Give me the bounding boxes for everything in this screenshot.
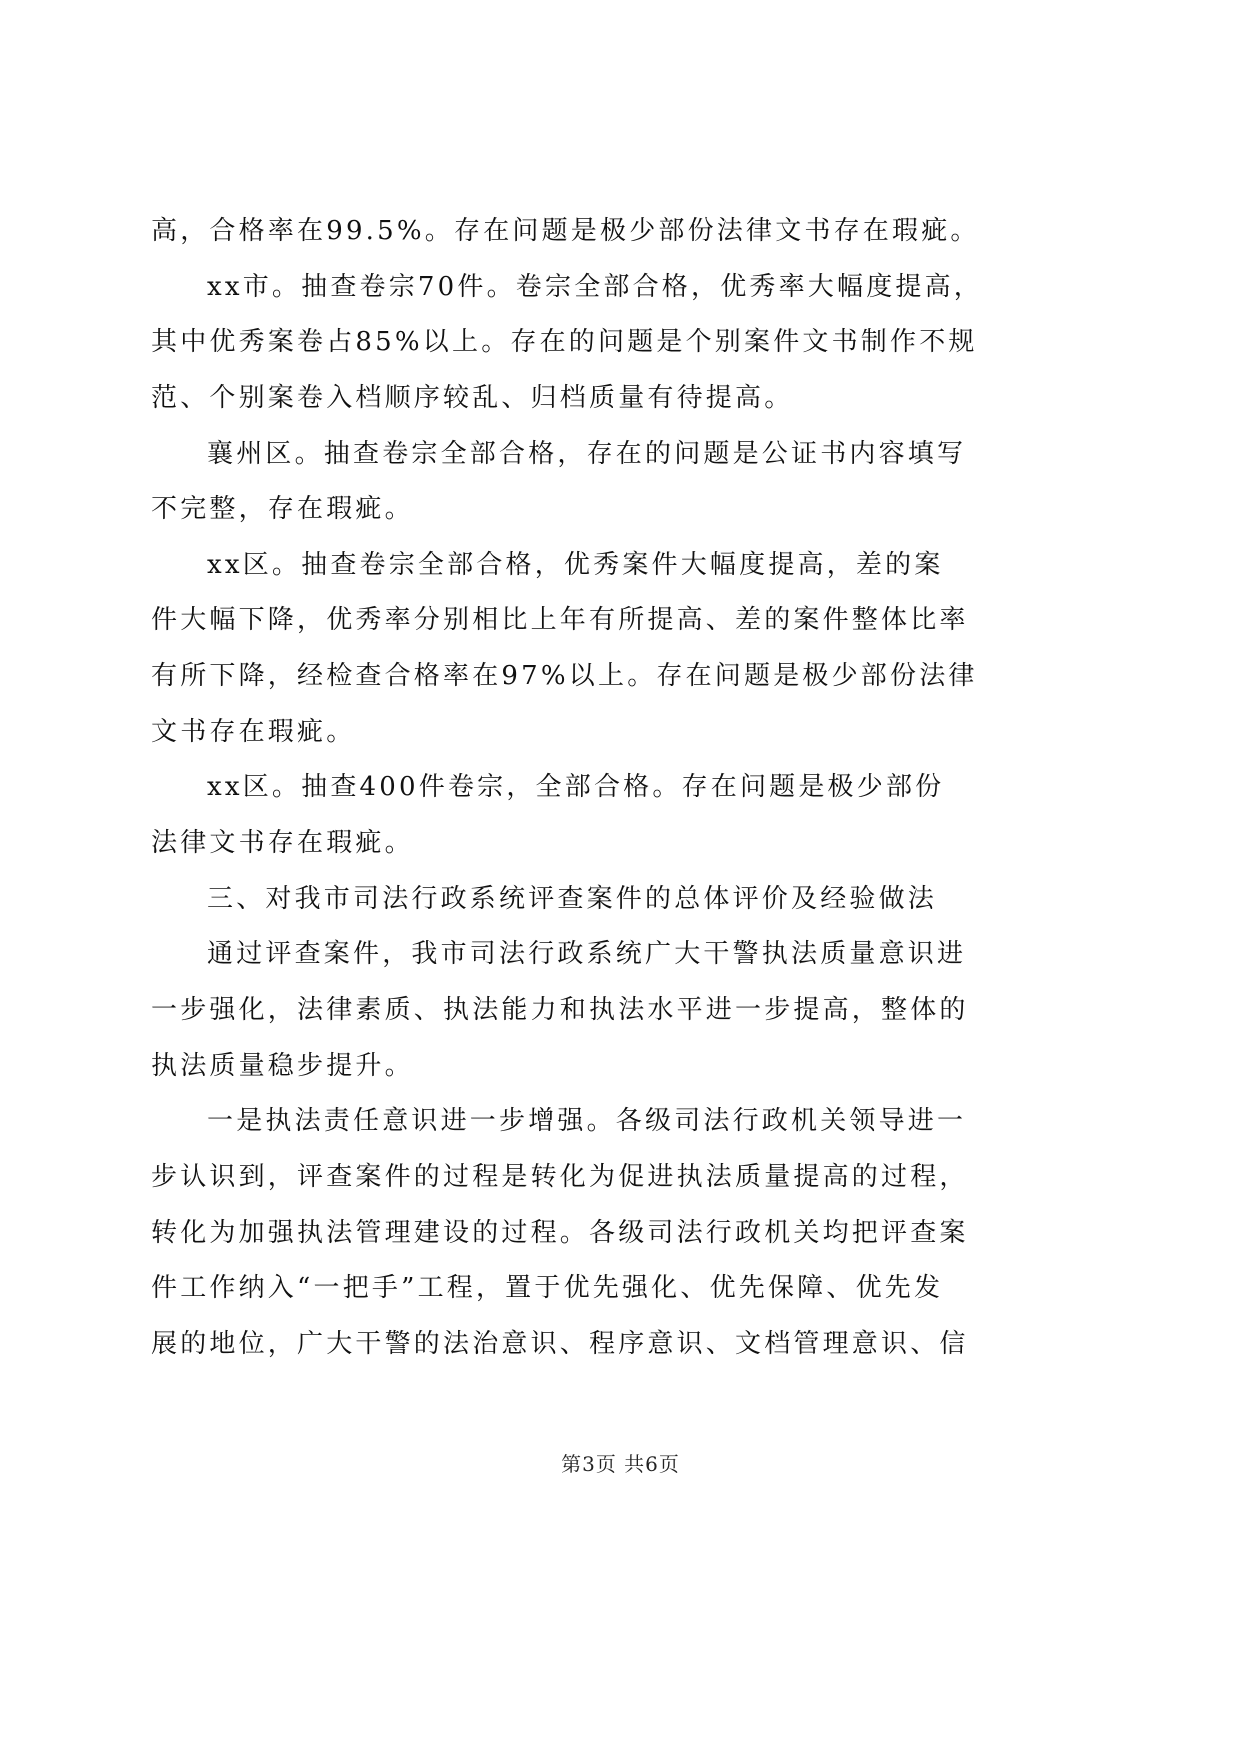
- text-line: 通过评查案件，我市司法行政系统广大干警执法质量意识进: [207, 939, 967, 970]
- text-line: 不完整，存在瑕疵。: [151, 494, 414, 525]
- text-line: 高，合格率在99.5%。存在问题是极少部份法律文书存在瑕疵。: [151, 216, 980, 246]
- text-line: 法律文书存在瑕疵。: [151, 828, 414, 859]
- document-body: [151, 204, 1031, 1372]
- text-line: 三、对我市司法行政系统评查案件的总体评价及经验做法: [207, 883, 938, 914]
- text-line: 范、个别案卷入档顺序较乱、归档质量有待提高。: [151, 382, 794, 413]
- text-line: 转化为加强执法管理建设的过程。各级司法行政机关均把评查案: [151, 1217, 969, 1248]
- text-line: 一步强化，法律素质、执法能力和执法水平进一步提高，整体的: [151, 994, 969, 1025]
- text-line: 件工作纳入“一把手”工程，置于优先强化、优先保障、优先发: [151, 1273, 944, 1304]
- text-line: 步认识到，评查案件的过程是转化为促进执法质量提高的过程，: [151, 1161, 969, 1192]
- text-line: 襄州区。抽查卷宗全部合格，存在的问题是公证书内容填写: [207, 438, 967, 469]
- page-footer: 第3页 共6页: [561, 1452, 680, 1476]
- text-line: 有所下降，经检查合格率在97%以上。存在问题是极少部份法律: [151, 661, 978, 692]
- text-line: 执法质量稳步提升。: [151, 1050, 414, 1081]
- text-line: 文书存在瑕疵。: [151, 716, 356, 747]
- text-line: 一是执法责任意识进一步增强。各级司法行政机关领导进一: [207, 1106, 967, 1137]
- text-line: 件大幅下降，优秀率分别相比上年有所提高、差的案件整体比率: [151, 605, 969, 636]
- text-line: 其中优秀案卷占85%以上。存在的问题是个别案件文书制作不规: [151, 327, 978, 358]
- text-line: xx市。抽查卷宗70件。卷宗全部合格，优秀率大幅度提高，: [207, 271, 984, 302]
- text-line: xx区。抽查400件卷宗，全部合格。存在问题是极少部份: [207, 772, 945, 803]
- text-line: 展的地位，广大干警的法治意识、程序意识、文档管理意识、信: [151, 1328, 969, 1359]
- text-line: xx区。抽查卷宗全部合格，优秀案件大幅度提高，差的案: [207, 549, 944, 580]
